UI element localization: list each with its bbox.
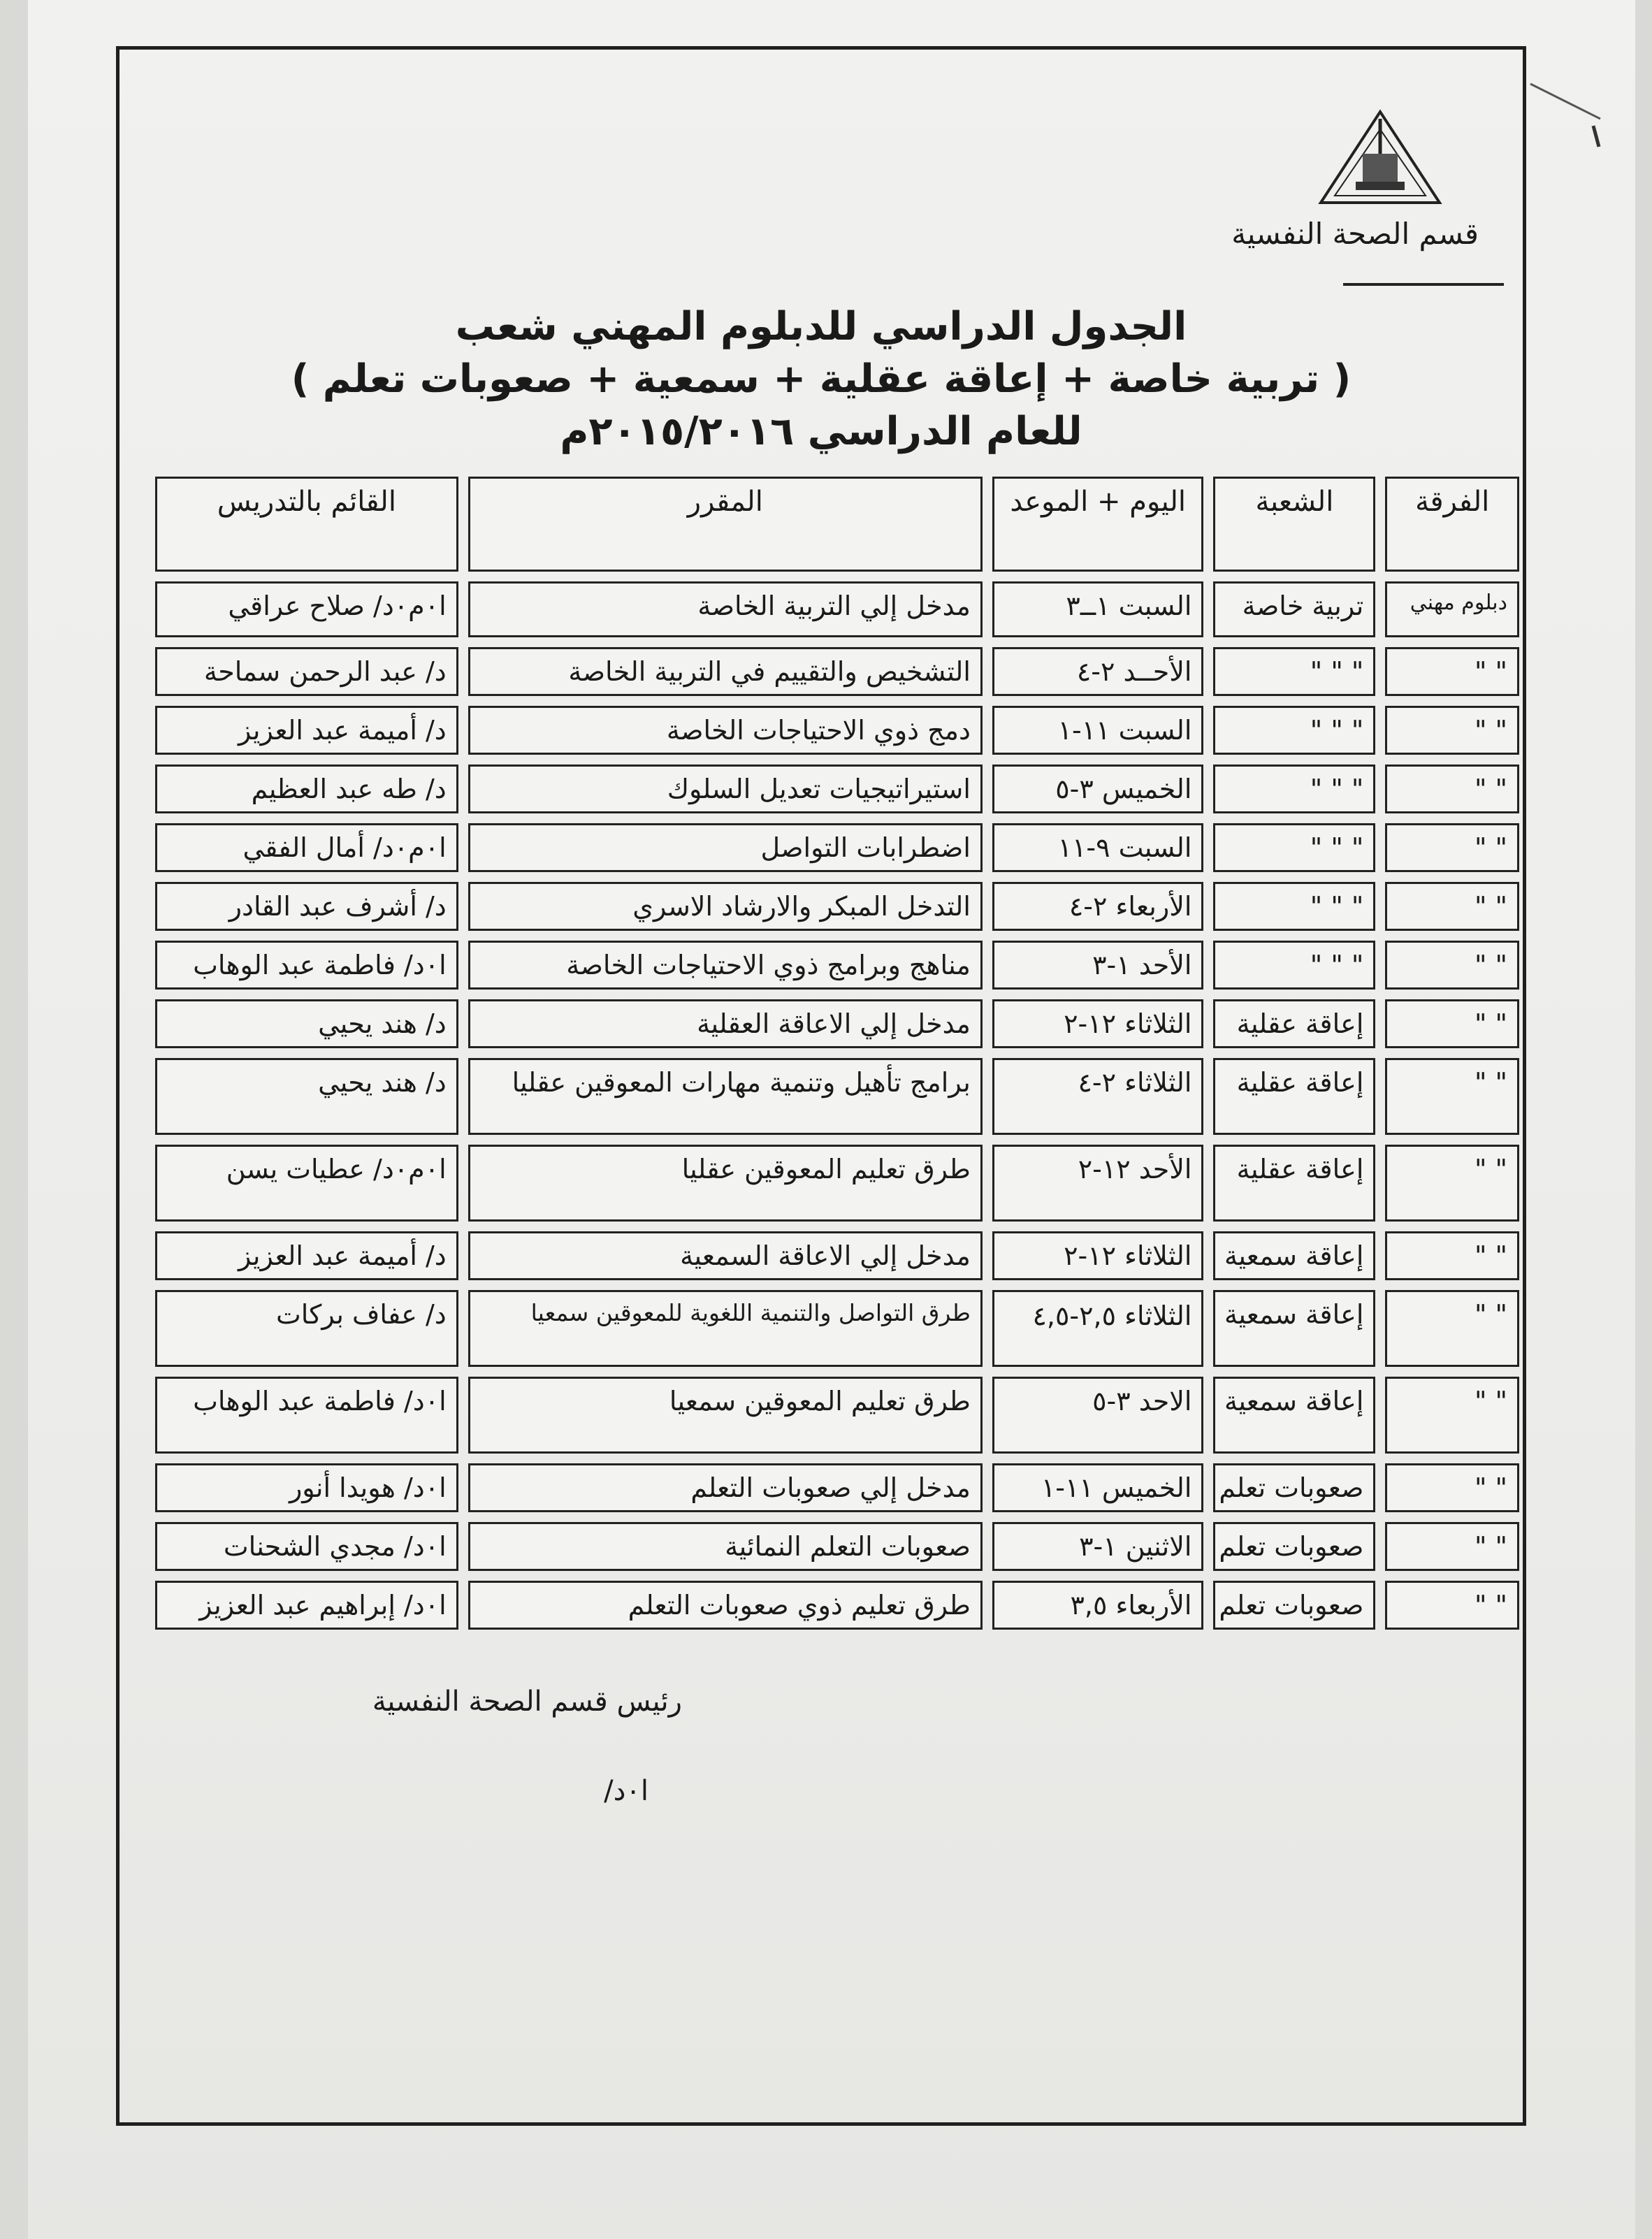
cell-course: طرق تعليم المعوقين سمعيا bbox=[468, 1377, 983, 1454]
cell-day-time: الخميس ١١-١ bbox=[992, 1463, 1204, 1512]
table-row bbox=[155, 706, 1519, 755]
cell-group: " " bbox=[1385, 647, 1519, 696]
cell-course: دمج ذوي الاحتياجات الخاصة bbox=[468, 706, 983, 755]
table-row bbox=[155, 1377, 1519, 1454]
cell-course: صعوبات التعلم النمائية bbox=[468, 1522, 983, 1571]
cell-teacher: ا٠د/ هويدا أنور bbox=[155, 1463, 458, 1512]
cell-teacher: ا٠د/ إبراهيم عبد العزيز bbox=[155, 1581, 458, 1630]
header-course: المقرر bbox=[468, 477, 983, 572]
cell-group: " " bbox=[1385, 1463, 1519, 1512]
cell-course: مدخل إلي صعوبات التعلم bbox=[468, 1463, 983, 1512]
cell-course: برامج تأهيل وتنمية مهارات المعوقين عقليا bbox=[468, 1058, 983, 1135]
table-row bbox=[155, 941, 1519, 990]
cell-branch: إعاقة عقلية bbox=[1213, 1145, 1375, 1222]
cell-day-time: السبت ٩-١١ bbox=[992, 823, 1204, 872]
department-name: قسم الصحة النفسية bbox=[1231, 217, 1479, 251]
cell-branch: " " " bbox=[1213, 823, 1375, 872]
staple-mark bbox=[1523, 77, 1607, 154]
table-row bbox=[155, 1231, 1519, 1280]
cell-group: " " bbox=[1385, 823, 1519, 872]
cell-course: اضطرابات التواصل bbox=[468, 823, 983, 872]
cell-teacher: ا٠م٠د/ صلاح عراقي bbox=[155, 581, 458, 637]
cell-teacher: د/ أشرف عبد القادر bbox=[155, 882, 458, 931]
cell-teacher: ا٠د/ فاطمة عبد الوهاب bbox=[155, 941, 458, 990]
cell-group: " " bbox=[1385, 999, 1519, 1048]
cell-group: " " bbox=[1385, 941, 1519, 990]
cell-group: " " bbox=[1385, 765, 1519, 813]
table-row bbox=[155, 647, 1519, 696]
header-branch: الشعبة bbox=[1213, 477, 1375, 572]
cell-group: " " bbox=[1385, 1058, 1519, 1135]
table-row bbox=[155, 1581, 1519, 1630]
cell-course: مدخل إلي التربية الخاصة bbox=[468, 581, 983, 637]
signature-title: رئيس قسم الصحة النفسية bbox=[372, 1686, 682, 1718]
cell-course: طرق تعليم ذوي صعوبات التعلم bbox=[468, 1581, 983, 1630]
table-row bbox=[155, 581, 1519, 637]
cell-day-time: السبت ١١-١ bbox=[992, 706, 1204, 755]
table-row bbox=[155, 1290, 1519, 1367]
cell-group: " " bbox=[1385, 1231, 1519, 1280]
cell-course: التدخل المبكر والارشاد الاسري bbox=[468, 882, 983, 931]
cell-branch: إعاقة عقلية bbox=[1213, 1058, 1375, 1135]
cell-group: دبلوم مهني bbox=[1385, 581, 1519, 637]
cell-course: مناهج وبرامج ذوي الاحتياجات الخاصة bbox=[468, 941, 983, 990]
cell-branch: إعاقة عقلية bbox=[1213, 999, 1375, 1048]
cell-branch: " " " bbox=[1213, 941, 1375, 990]
cell-day-time: الثلاثاء ١٢-٢ bbox=[992, 1231, 1204, 1280]
cell-teacher: د/ عفاف بركات bbox=[155, 1290, 458, 1367]
cell-teacher: ا٠د/ مجدي الشحنات bbox=[155, 1522, 458, 1571]
document-subtitle: ( تربية خاصة + إعاقة عقلية + سمعية + صعوبات تعلم ) bbox=[291, 356, 1352, 402]
cell-course: استيراتيجيات تعديل السلوك bbox=[468, 765, 983, 813]
header-teacher: القائم بالتدريس bbox=[155, 477, 458, 572]
cell-teacher: د/ عبد الرحمن سماحة bbox=[155, 647, 458, 696]
cell-teacher: ا٠م٠د/ أمال الفقي bbox=[155, 823, 458, 872]
cell-day-time: الثلاثاء ٢-٤ bbox=[992, 1058, 1204, 1135]
cell-teacher: ا٠د/ فاطمة عبد الوهاب bbox=[155, 1377, 458, 1454]
cell-course: طرق التواصل والتنمية اللغوية للمعوقين سمعيا bbox=[468, 1290, 983, 1367]
cell-teacher: د/ هند يحيي bbox=[155, 1058, 458, 1135]
table-row bbox=[155, 1058, 1519, 1135]
university-logo-icon bbox=[1314, 105, 1447, 210]
cell-group: " " bbox=[1385, 1581, 1519, 1630]
cell-day-time: الاحد ٣-٥ bbox=[992, 1377, 1204, 1454]
table-row bbox=[155, 765, 1519, 813]
header-day-time: اليوم + الموعد bbox=[992, 477, 1204, 572]
table-header-row bbox=[155, 477, 1519, 572]
table-row bbox=[155, 1522, 1519, 1571]
cell-teacher: د/ أميمة عبد العزيز bbox=[155, 706, 458, 755]
cell-teacher: ا٠م٠د/ عطيات يسن bbox=[155, 1145, 458, 1222]
cell-group: " " bbox=[1385, 882, 1519, 931]
cell-branch: صعوبات تعلم bbox=[1213, 1463, 1375, 1512]
cell-day-time: الثلاثاء ١٢-٢ bbox=[992, 999, 1204, 1048]
cell-day-time: الأربعاء ٣,٥ bbox=[992, 1581, 1204, 1630]
cell-group: " " bbox=[1385, 706, 1519, 755]
table-row bbox=[155, 823, 1519, 872]
cell-branch: " " " bbox=[1213, 765, 1375, 813]
document-title: الجدول الدراسي للدبلوم المهني شعب bbox=[455, 304, 1187, 349]
cell-branch: صعوبات تعلم bbox=[1213, 1581, 1375, 1630]
cell-branch: صعوبات تعلم bbox=[1213, 1522, 1375, 1571]
cell-day-time: الأحــد ٢-٤ bbox=[992, 647, 1204, 696]
cell-teacher: د/ هند يحيي bbox=[155, 999, 458, 1048]
cell-branch: " " " bbox=[1213, 647, 1375, 696]
cell-branch: " " " bbox=[1213, 882, 1375, 931]
table-row bbox=[155, 1463, 1519, 1512]
signature-name: ا٠د/ bbox=[604, 1775, 649, 1807]
header-group: الفرقة bbox=[1385, 477, 1519, 572]
cell-branch: تربية خاصة bbox=[1213, 581, 1375, 637]
divider bbox=[1343, 283, 1504, 286]
schedule-table bbox=[145, 467, 1529, 1639]
cell-course: مدخل إلي الاعاقة العقلية bbox=[468, 999, 983, 1048]
cell-day-time: الأحد ١-٣ bbox=[992, 941, 1204, 990]
cell-branch: إعاقة سمعية bbox=[1213, 1231, 1375, 1280]
table-row bbox=[155, 1145, 1519, 1222]
cell-group: " " bbox=[1385, 1377, 1519, 1454]
cell-group: " " bbox=[1385, 1145, 1519, 1222]
cell-course: التشخيص والتقييم في التربية الخاصة bbox=[468, 647, 983, 696]
cell-day-time: الأربعاء ٢-٤ bbox=[992, 882, 1204, 931]
cell-group: " " bbox=[1385, 1522, 1519, 1571]
cell-day-time: الأحد ١٢-٢ bbox=[992, 1145, 1204, 1222]
cell-group: " " bbox=[1385, 1290, 1519, 1367]
cell-teacher: د/ أميمة عبد العزيز bbox=[155, 1231, 458, 1280]
table-row bbox=[155, 999, 1519, 1048]
cell-day-time: الخميس ٣-٥ bbox=[992, 765, 1204, 813]
cell-day-time: الثلاثاء ٢,٥-٤,٥ bbox=[992, 1290, 1204, 1367]
cell-branch: " " " bbox=[1213, 706, 1375, 755]
cell-branch: إعاقة سمعية bbox=[1213, 1377, 1375, 1454]
cell-teacher: د/ طه عبد العظيم bbox=[155, 765, 458, 813]
cell-day-time: الاثنين ١-٣ bbox=[992, 1522, 1204, 1571]
cell-course: مدخل إلي الاعاقة السمعية bbox=[468, 1231, 983, 1280]
table-row bbox=[155, 882, 1519, 931]
cell-day-time: السبت ١ــ٣ bbox=[992, 581, 1204, 637]
cell-course: طرق تعليم المعوقين عقليا bbox=[468, 1145, 983, 1222]
cell-branch: إعاقة سمعية bbox=[1213, 1290, 1375, 1367]
academic-year: للعام الدراسي ٢٠١٥/٢٠١٦م bbox=[560, 409, 1082, 454]
